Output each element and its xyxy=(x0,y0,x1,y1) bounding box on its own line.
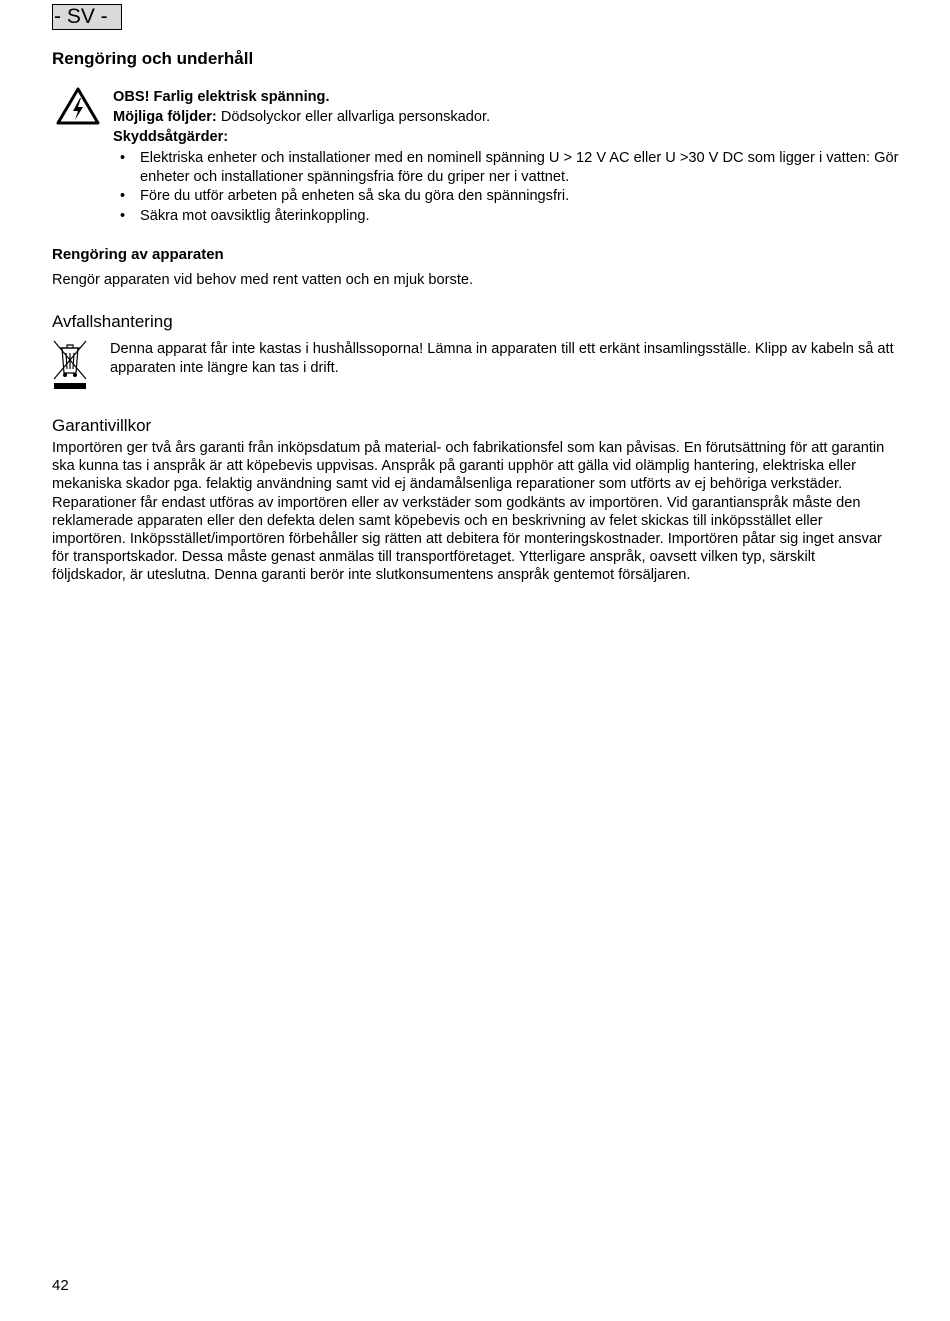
high-voltage-warning-icon xyxy=(56,87,100,125)
bullet-glyph: • xyxy=(120,188,126,204)
measures-label: Skyddsåtgärder: xyxy=(113,129,229,145)
list-item: • Elektriska enheter och installationer med en nominell spänning U > 12 V AC eller U >30 V DC som ligger i vatten: Gör enheter och installationer spänningsfria före du griper ner i vattnet. xyxy=(120,150,899,185)
consequences-label: Möjliga följder: xyxy=(113,109,217,125)
bullet-glyph: • xyxy=(120,207,126,224)
crossed-out-wheelie-bin-icon xyxy=(52,339,88,391)
page-number: 42 xyxy=(52,1277,69,1294)
section-title-warranty: Garantivillkor xyxy=(52,416,152,435)
language-tag: - SV - xyxy=(52,4,122,30)
section-title-disposal: Avfallshantering xyxy=(52,312,173,331)
disposal-text: Denna apparat får inte kastas i hushållssoporna! Lämna in apparaten till ett erkänt insamlingsställe. Klipp av kabeln så att apparaten inte längre kan tas i drift. xyxy=(110,341,894,376)
consequences-text: Dödsolyckor eller allvarliga personskador. xyxy=(216,109,491,125)
bullet-glyph: • xyxy=(120,150,126,166)
subheading-device-cleaning: Rengöring av apparaten xyxy=(52,246,224,263)
warranty-text: Importören ger två års garanti från inköpsdatum på material- och fabrikationsfel som kan påvisas. En förutsättning för att garantin ska kunna tas i anspråk är att köpebevis uppvisas. Anspråk på garanti upphör att gälla vid olämplig hantering, elektriska eller mekaniska skador pga. felaktig användning samt vid ej ändamålsenliga reparationer som utförts av ej behöriga verkstäder. Reparationer får endast utföras av importören eller av verkstäder som godkänts av importören. Vid garantianspråk måste den reklamerade apparaten eller den defekta delen samt köpebevis och en beskrivning av felet skickas till inköpsstället eller importören. Inköpsstället/importören förbehåller sig rätten att debitera för monteringskostnader. Importören påtar sig inget ansvar för transportskador. Dessa måste genast anmälas till transportföretaget. Ytterligare anspråk, oavsett vilken typ, särskilt följdskador, är uteslutna. Denna garanti berör inte slutkonsumentens anspråk gentemot försäljaren. xyxy=(52,440,885,584)
obs-line: OBS! Farlig elektrisk spänning. xyxy=(113,89,330,105)
list-item: • Före du utför arbeten på enheten så ska du göra den spänningsfri. xyxy=(120,188,570,204)
safety-warning xyxy=(113,87,903,226)
device-cleaning-text: Rengör apparaten vid behov med rent vatten och en mjuk borste. xyxy=(52,272,474,288)
list-item: • Säkra mot oavsiktlig återinkoppling. xyxy=(120,207,370,224)
measures-list xyxy=(113,149,903,225)
section-title-cleaning: Rengöring och underhåll xyxy=(52,49,254,68)
